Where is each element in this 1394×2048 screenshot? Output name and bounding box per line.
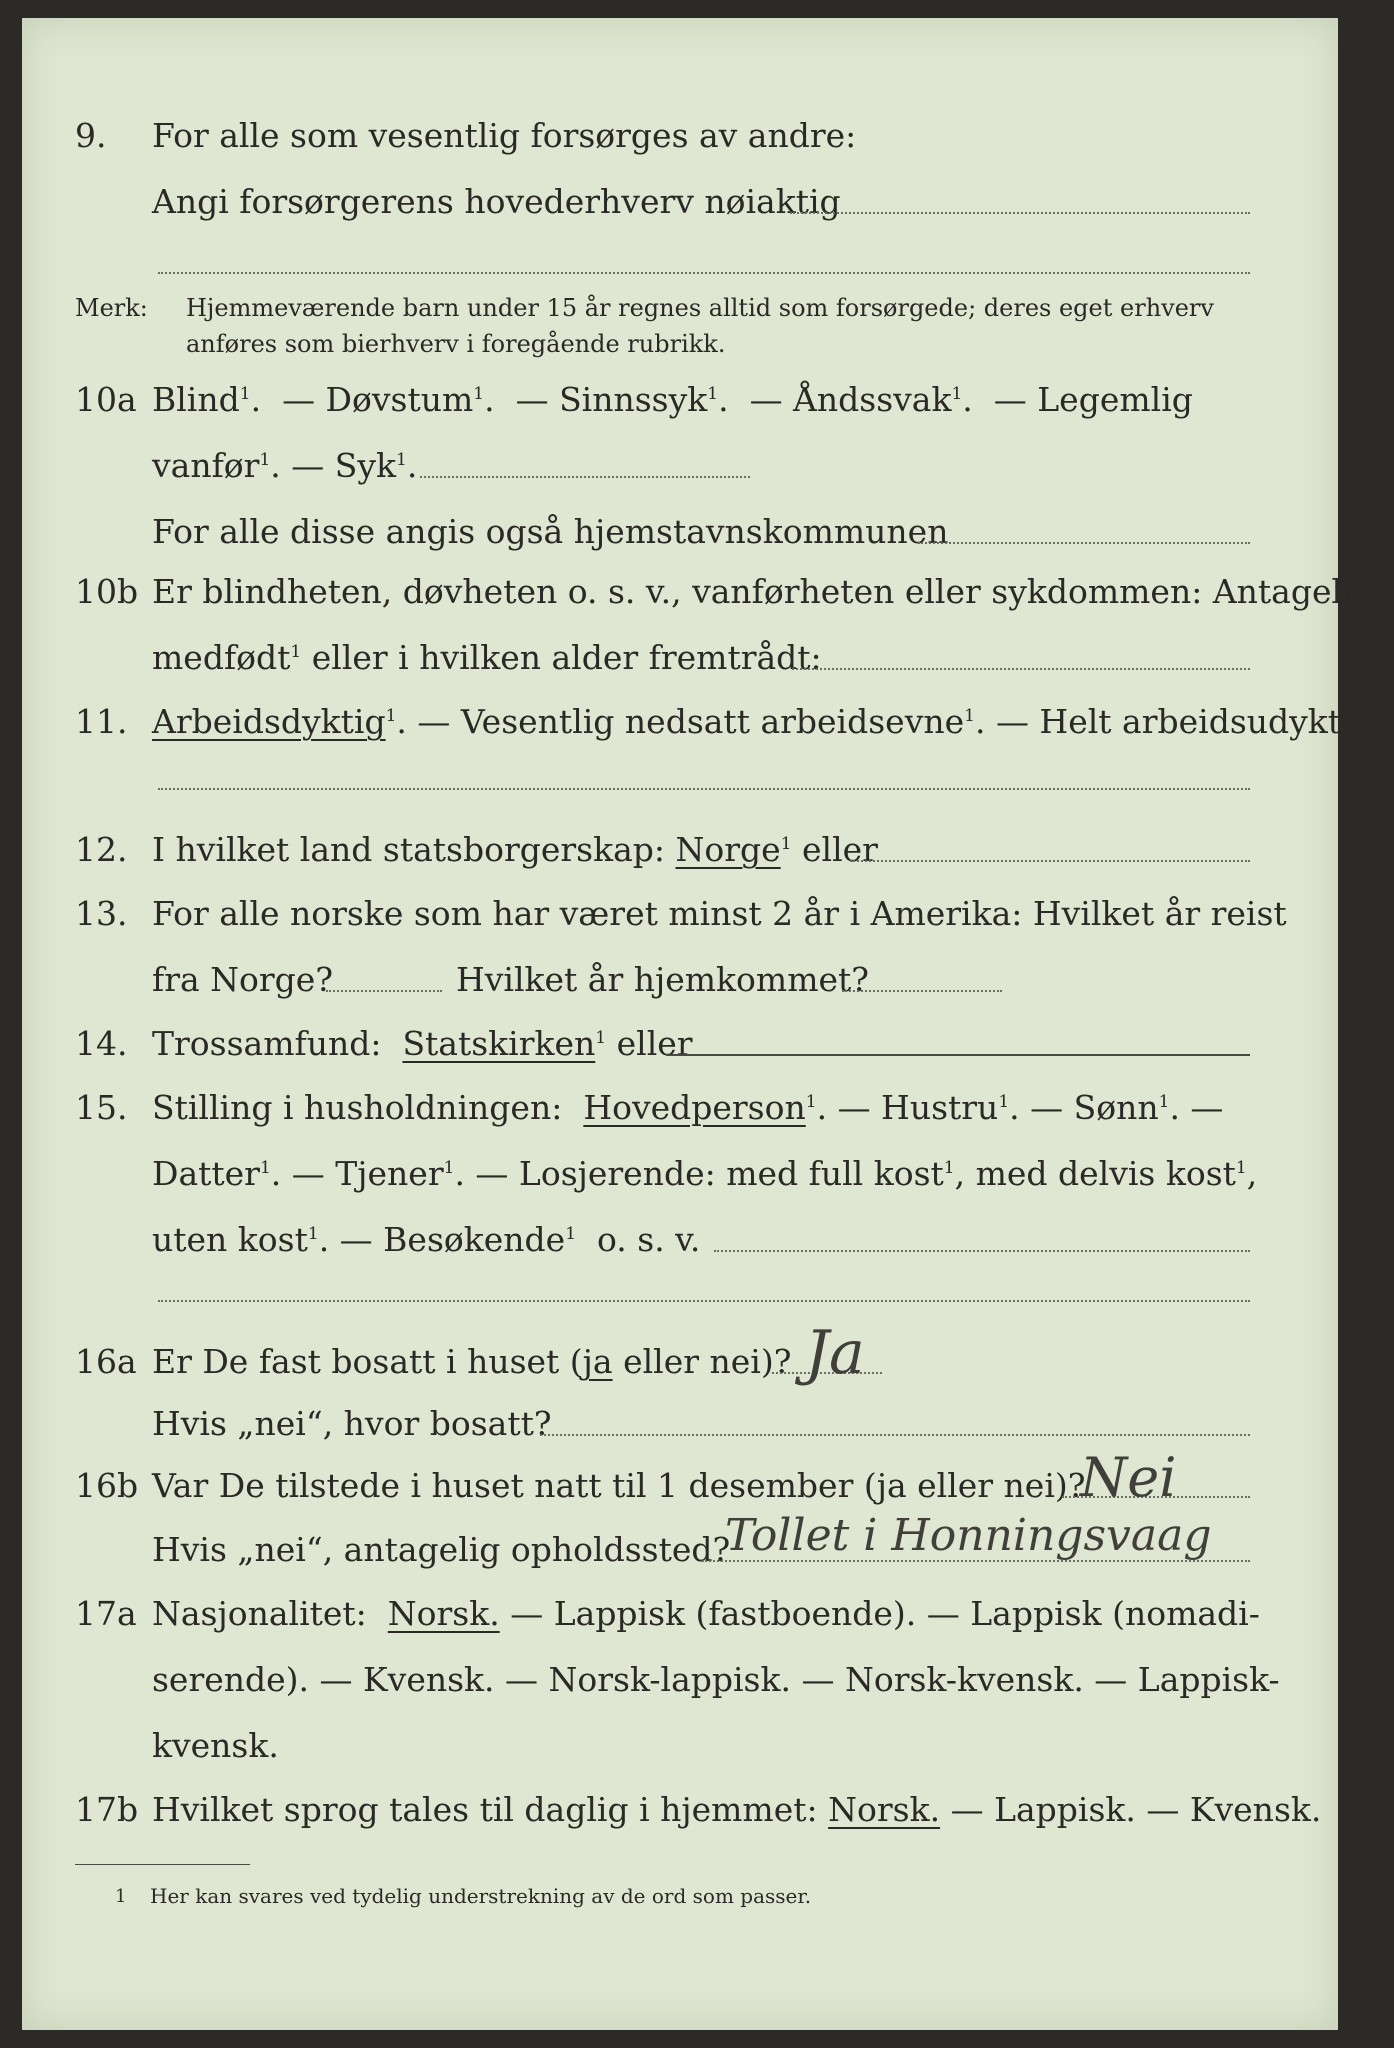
q9-line2: Angi forsørgerens hovederhverv nøiaktig: [152, 182, 841, 221]
q10b-number: 10b: [75, 572, 139, 611]
q10a-vanfor: vanfør: [152, 446, 260, 485]
footnote-number: 1: [115, 1886, 127, 1907]
q10a-number: 10a: [75, 380, 137, 419]
q11-number: 11.: [75, 702, 128, 741]
q10b-line1: Er blindheten, døvheten o. s. v., vanførheten eller sykdommen: Antagelig: [152, 572, 1374, 611]
q15-answer-line[interactable]: [714, 1250, 1250, 1252]
q10b-answer-line[interactable]: [792, 668, 1250, 670]
q16b-handwritten-answer: Nei: [1080, 1446, 1177, 1509]
q16a-bosatt-line[interactable]: [540, 1434, 1250, 1436]
q16b-line1: Var De tilstede i huset natt til 1 desember (ja eller nei)?: [152, 1466, 1086, 1505]
q10a-line3: For alle disse angis også hjemstavnskommunen: [152, 512, 949, 551]
q16b-handwritten-place: Tollet i Honningsvaag: [725, 1510, 1212, 1561]
q16a-line1: Er De fast bosatt i huset (ja eller nei)?: [152, 1342, 792, 1381]
q9-answer-line[interactable]: [790, 212, 1250, 214]
q10a-blind: Blind: [152, 380, 240, 419]
q17a-line1: Nasjonalitet: Norsk. — Lappisk (fastboende). — Lappisk (nomadi-: [152, 1594, 1260, 1633]
q10b-medfodt: medfødt: [152, 638, 291, 677]
q13-a: fra Norge?: [152, 960, 334, 999]
q12-answer-line[interactable]: [850, 860, 1250, 862]
q14-answer-line[interactable]: [666, 1054, 1250, 1056]
q14-line: Trossamfund: Statskirken$^1$ eller: [152, 1024, 693, 1063]
q14-statskirken: Statskirken: [402, 1024, 596, 1063]
q10a-syk-line[interactable]: [420, 476, 750, 478]
q10a-sinnssyk: — Sinnssyk: [515, 380, 708, 419]
q9-answer-line2[interactable]: [158, 272, 1250, 274]
q17b-norsk: Norsk.: [828, 1790, 941, 1829]
q15-answer-line2[interactable]: [158, 1300, 1250, 1302]
q12-label: I hvilket land statsborgerskap:: [152, 830, 666, 869]
q11-line: Arbeidsdyktig$^1$. — Vesentlig nedsatt arbeidsevne$^1$. — Helt arbeidsudyktig$^1$.: [152, 702, 1394, 741]
q11-answer-line[interactable]: [158, 788, 1250, 790]
q17a-number: 17a: [75, 1594, 137, 1633]
q10a-syk: — Syk: [291, 446, 396, 485]
q9-line1: For alle som vesentlig forsørges av andre:: [152, 116, 857, 155]
q14-number: 14.: [75, 1024, 128, 1063]
q15-line3: uten kost$^1$. — Besøkende$^1$ o. s. v.: [152, 1220, 701, 1259]
q15-label: Stilling i husholdningen:: [152, 1088, 563, 1127]
q17b-number: 17b: [75, 1790, 139, 1829]
merk-line2: anføres som bierhverv i foregående rubrikk.: [186, 330, 726, 358]
q15-line1: Stilling i husholdningen: Hovedperson$^1$. — Hustru$^1$. — Sønn$^1$. —: [152, 1088, 1224, 1127]
q13-number: 13.: [75, 894, 128, 933]
q13-reist-line[interactable]: [326, 990, 442, 992]
q13-line1: For alle norske som har været minst 2 år i Amerika: Hvilket år reist: [152, 894, 1287, 933]
q11-arbeidsdyktig: Arbeidsdyktig: [152, 702, 386, 741]
q16a-number: 16a: [75, 1342, 137, 1381]
q15-sonn: — Sønn: [1030, 1088, 1159, 1127]
q17a-norsk: Norsk.: [387, 1594, 500, 1633]
q12-number: 12.: [75, 830, 128, 869]
footnote-divider: [75, 1864, 250, 1865]
q16a-handwritten-answer: Ja: [805, 1318, 865, 1388]
q10a-line1: Blind$^1$. — Døvstum$^1$. — Sinnssyk$^1$. — Åndssvak$^1$. — Legemlig: [152, 380, 1193, 419]
q16a-line2: Hvis „nei“, hvor bosatt?: [152, 1404, 552, 1443]
q14-eller: eller: [616, 1024, 693, 1063]
q10b-rest: eller i hvilken alder fremtrådt:: [311, 638, 822, 677]
q17a-line2: serende). — Kvensk. — Norsk-lappisk. — Norsk-kvensk. — Lappisk-: [152, 1660, 1280, 1699]
q17a-line3: kvensk.: [152, 1726, 279, 1765]
q10a-line2: vanfør$^1$. — Syk$^1$.: [152, 446, 418, 485]
q15-hovedperson: Hovedperson: [583, 1088, 806, 1127]
q12-line: I hvilket land statsborgerskap: Norge$^1$ eller: [152, 830, 878, 869]
q10a-legemlig: — Legemlig: [993, 380, 1193, 419]
footnote-text: Her kan svares ved tydelig understrekning av de ord som passer.: [150, 1884, 812, 1908]
q14-label: Trossamfund:: [152, 1024, 382, 1063]
q16b-line2: Hvis „nei“, antagelig opholdssted?: [152, 1530, 731, 1569]
q12-eller: eller: [802, 830, 878, 869]
q13-b: Hvilket år hjemkommet?: [456, 960, 869, 999]
q15-number: 15.: [75, 1088, 128, 1127]
q17b-line: Hvilket sprog tales til daglig i hjemmet: Norsk. — Lappisk. — Kvensk.: [152, 1790, 1322, 1829]
q15-hustru: — Hustru: [837, 1088, 999, 1127]
merk-label: Merk:: [75, 294, 148, 322]
q16a-ja: ja: [582, 1342, 613, 1381]
q9-number: 9.: [75, 116, 107, 155]
q11-udyktig: — Helt arbeidsudyktig: [995, 702, 1373, 741]
q13-hjemkommet-line[interactable]: [842, 990, 1002, 992]
q11-nedsatt: — Vesentlig nedsatt arbeidsevne: [417, 702, 965, 741]
merk-line1: Hjemmeværende barn under 15 år regnes alltid som forsørgede; deres eget erhverv: [186, 294, 1214, 322]
q10a-hjemstavn-line[interactable]: [918, 542, 1250, 544]
q15-line2: Datter$^1$. — Tjener$^1$. — Losjerende: med full kost$^1$, med delvis kost$^1$,: [152, 1154, 1258, 1193]
q10a-andssvak: — Åndssvak: [749, 380, 952, 419]
q10a-dovstum: — Døvstum: [282, 380, 474, 419]
q10b-line2: medfødt$^1$ eller i hvilken alder fremtrådt:: [152, 638, 822, 677]
q16b-number: 16b: [75, 1466, 139, 1505]
q12-norge: Norge: [675, 830, 781, 869]
